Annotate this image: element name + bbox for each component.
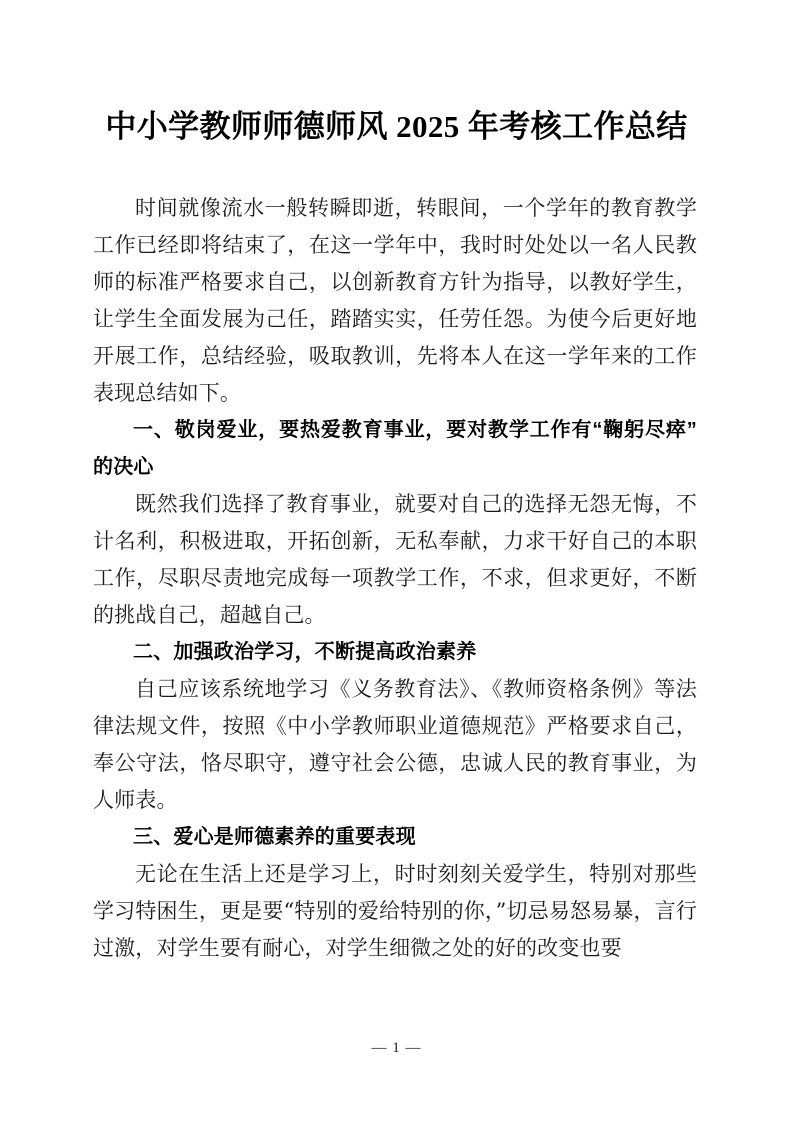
body-paragraph: 无论在生活上还是学习上，时时刻刻关爱学生，特别对那些学习特困生，更是要“特别的爱给特别的你，”切忌易怒易暴，言行过激，对学生要有耐心，对学生细微之处的好的改变也要 bbox=[93, 862, 697, 960]
section-heading: 一、敬岗爱业，要热爱教育事业，要对教学工作有“鞠躬尽瘁”的决心 bbox=[93, 419, 697, 478]
title-body-spacer bbox=[0, 150, 793, 194]
body-paragraph: 时间就像流水一般转瞬即逝，转眼间，一个学年的教育教学工作已经即将结束了，在这一学年中，我时时处处以一名人民教师的标准严格要求自己，以创新教育方针为指导，以教好学生，让学生全面发展为己任，踏踏实实，任劳任怨。为使今后更好地开展工作，总结经验，吸取教训，先将本人在这一学年来的工作表现总结如下。 bbox=[93, 196, 697, 405]
section-heading: 二、加强政治学习，不断提高政治素养 bbox=[133, 641, 477, 663]
section-heading: 三、爱心是师德素养的重要表现 bbox=[133, 826, 416, 848]
page-title: 中小学教师师德师风 2025 年考核工作总结 bbox=[105, 109, 688, 144]
body-paragraph: 自己应该系统地学习《义务教育法》、《教师资格条例》等法律法规文件，按照《中小学教师职业道德规范》严格要求自己，奉公守法，恪尽职守，遵守社会公德，忠诚人民的教育事业，为人师表。 bbox=[93, 677, 697, 812]
page-number-footer: — 1 — bbox=[371, 1040, 422, 1056]
document-body bbox=[93, 190, 697, 967]
body-paragraph: 既然我们选择了教育事业，就要对自己的选择无怨无悔，不计名利，积极进取，开拓创新，无私奉献，力求干好自己的本职工作，尽职尽责地完成每一项教学工作，不求，但求更好，不断的挑战自己，超越自己。 bbox=[93, 492, 697, 627]
